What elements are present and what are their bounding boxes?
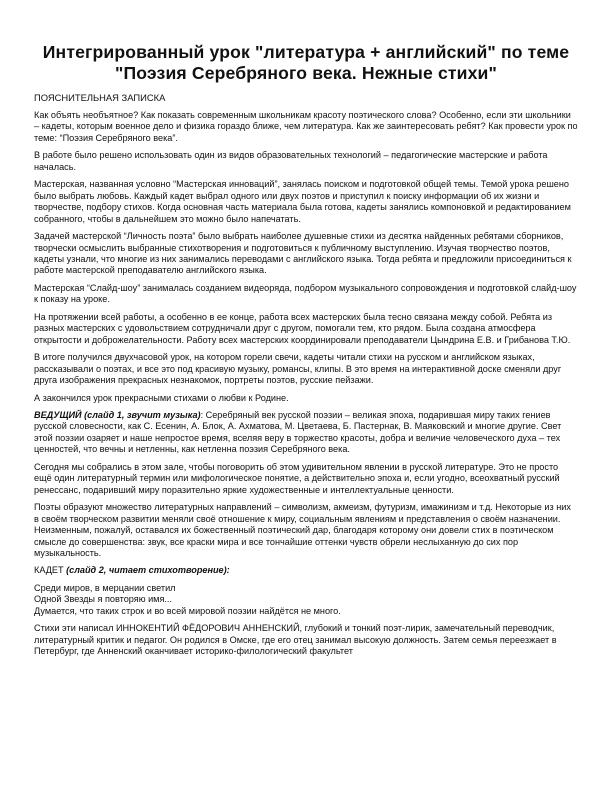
poem-line: Среди миров, в мерцании светил [34, 582, 176, 593]
poem-block [34, 583, 578, 617]
paragraph: На протяжении всей работы, а особенно в ее конце, работа всех мастерских была тесно связана между собой. Ребята из разных мастерских с удовольствием сотрудничали друг с другом, помогали тем, кто рядом. Была создана атмосфера открытости и доброжелательности. Работу всех мастерских координировали преподаватели Цындрина Е.В. и Грибанова Т.Ю. [34, 311, 571, 345]
cadet-label: (слайд 2, читает стихотворение): [66, 565, 230, 576]
paragraph: Задачей мастерской “Личность поэта” было выбрать наиболее душевные стихи из десятка найденных ребятами сборников, творчески осмыслить выбранные стихотворения и подготовиться к публичному выступлению. Изучая творчество поэтов, кадеты узнали, что многие из них занимались переводами с английского языка. Тогда ребята и предложили присоединиться к работе мастерской преподавателю английского языка. [34, 231, 572, 276]
paragraph: Как объять необъятное? Как показать современным школьникам красоту поэтического слова? Особенно, если эти школьники – кадеты, которым военное дело и физика гораздо ближе, чем литература. Как же заинтересовать ребят? Как провести урок по теме: “Поэзия Серебряного века”. [34, 110, 578, 143]
presenter-paragraph [34, 410, 578, 456]
explanatory-note-heading: ПОЯСНИТЕЛЬНАЯ ЗАПИСКА [34, 92, 166, 103]
paragraph: Стихи эти написал ИННОКЕНТИЙ ФЁДОРОВИЧ АННЕНСКИЙ, глубокий и тонкий поэт-лирик, замечательный переводчик, литературный критик и педагог. Он родился в Омске, где его отец занимал высокую должность. Затем семья переезжает в Петербург, где Анненский оканчивает историко-филологический факультет [34, 623, 557, 657]
poem-line: Думается, что таких строк и во всей мировой поэзии найдётся не много. [34, 605, 341, 616]
cadet-paragraph [34, 565, 578, 576]
paragraph: Поэты образуют множество литературных направлений – символизм, акмеизм, футуризм, имажинизм и т.д. Некоторые из них в своём творческом развитии меняли своё отношение к миру, социальным явлениям и представления о своём назначении. Неизменным, пожалуй, оставался их божественный поэтический дар, благодаря которому они довели стих в поэтическом смысле до совершенства: звук, все краски мира и все тончайшие оттенки чувств обрели неслыханную до сих пор музыкальность. [34, 502, 571, 558]
poem-line: Одной Звезды я повторяю имя... [34, 594, 173, 605]
paragraph: В итоге получился двухчасовой урок, на котором горели свечи, кадеты читали стихи на русском и английском языках, рассказывали о поэтах, и все это под красивую музыку, романсы, клипы. В это время на интерактивной доске сменяли друг друга изображения прекрасных незнакомок, портреты поэтов, русские пейзажи. [34, 352, 562, 386]
page-title: Интегрированный урок "литература + английский" по теме "Поэзия Серебряного века. Нежные стихи" [42, 42, 570, 83]
paragraph: А закончился урок прекрасными стихами о любви к Родине. [34, 392, 289, 403]
paragraph: Мастерская “Слайд-шоу” занималась созданием видеоряда, подбором музыкального сопровождения и подготовкой слайд-шоу к показу на уроке. [34, 282, 577, 305]
presenter-text: : Серебряный век русской поэзии – великая эпоха, подарившая миру таких гениев русской словесности, как С. Есенин, А. Блок, А. Ахматова, М. Цветаева, Б. Пастернак, В. Маяковский и многие другие. Свет этой поэзии озаряет и наше непростое время, вселяя веру в торжество красоты, добра и величие человеческого духа – тех ценностей, что вечны и нетленны, как нетленна поэзия Серебряного века. [34, 409, 562, 455]
cadet-prefix: КАДЕТ [34, 565, 67, 576]
paragraph: Мастерская, названная условно “Мастерская инноваций”, занялась поиском и подготовкой общей темы. Темой урока решено было выбрать любовь. Каждый кадет выбрал одного или двух поэтов и приступил к поиску информации об их жизни и творчестве, подбору стихов. Когда основная часть материала была готова, кадеты занялись компоновкой и редактированием собранного, чтобы в дальнейшем это можно было напечатать. [34, 179, 571, 224]
paragraph: В работе было решено использовать один из видов образовательных технологий – педагогические мастерские и работа началась. [34, 150, 548, 172]
presenter-label: ВЕДУЩИЙ (слайд 1, звучит музыка) [34, 409, 201, 420]
paragraph: Сегодня мы собрались в этом зале, чтобы поговорить об этом удивительном явлении в русской литературе. Это не просто ещё один литературный термин или мифологическое понятие, а действительно эпоха и, если угодно, всеохватный русский ренессанс, подаривший миру поразительно яркие художественные и интеллектуальные ценности. [34, 461, 560, 495]
